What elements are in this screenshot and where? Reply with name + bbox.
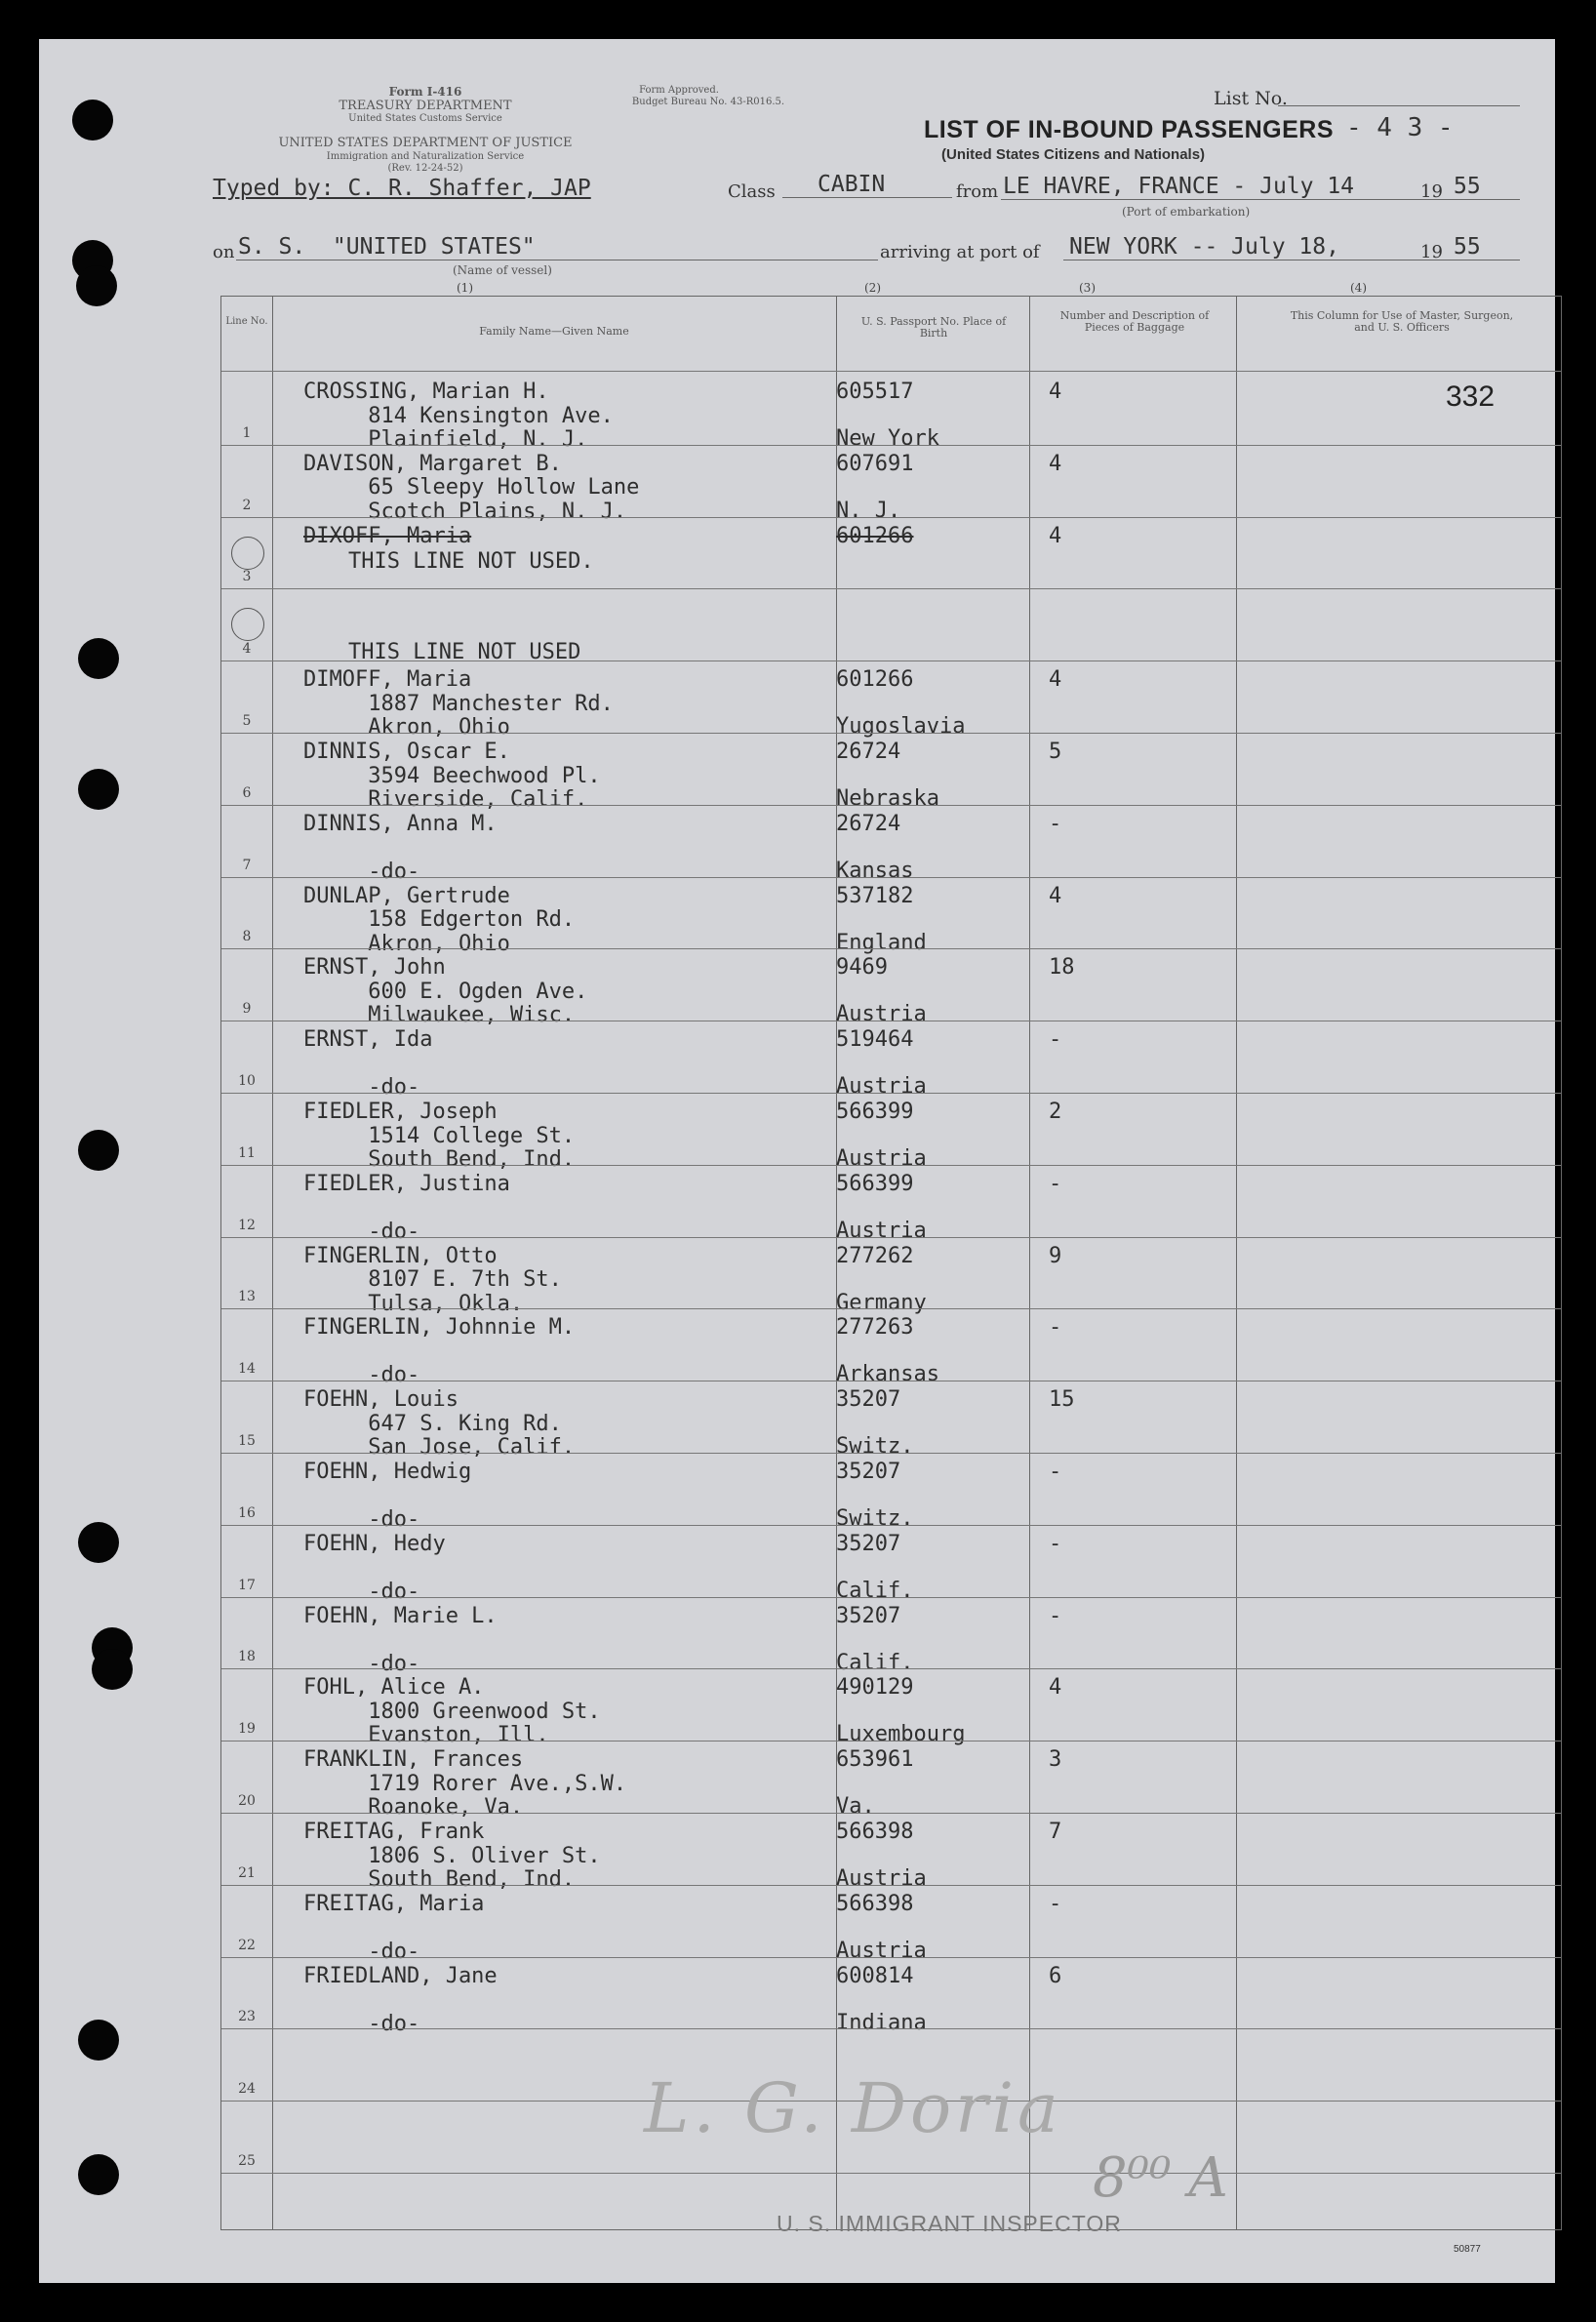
line-number: 7	[242, 857, 252, 873]
baggage-count: 4	[1049, 380, 1062, 404]
header-name: Family Name—Given Name	[479, 325, 629, 338]
from-year: 55	[1454, 174, 1481, 199]
table-row	[221, 948, 1561, 1028]
place-of-birth: Austria	[836, 1146, 927, 1171]
passport-number: 519464	[836, 1027, 914, 1053]
table-row	[221, 445, 1561, 524]
punch-hole	[78, 1522, 119, 1563]
col-number-4: (4)	[1350, 281, 1367, 295]
line-number: 21	[238, 1864, 256, 1881]
line-number: 16	[238, 1504, 256, 1521]
baggage-count: 9	[1049, 1243, 1062, 1268]
passport-number: 601266	[836, 523, 914, 548]
passenger-name: FREITAG, Frank 1806 S. Oliver St. South Bend, Ind.	[303, 1820, 601, 1892]
passenger-name: ERNST, Ida -do-	[303, 1027, 433, 1101]
passport-number: 35207	[836, 1460, 901, 1484]
baggage-count: 2	[1049, 1100, 1062, 1124]
passenger-name: FOEHN, Hedy -do-	[303, 1531, 446, 1604]
baggage-count: 15	[1049, 1387, 1075, 1413]
passport-number: 607691	[836, 451, 914, 476]
table-row	[221, 588, 1561, 665]
baggage-count: -	[1049, 1171, 1062, 1196]
passenger-name: FOEHN, Hedwig -do-	[303, 1460, 472, 1532]
vessel-label: (Name of vessel)	[453, 263, 552, 277]
passport-number: 601266	[836, 667, 914, 693]
punch-hole	[78, 769, 119, 810]
table-row	[221, 1237, 1561, 1316]
table-row	[221, 805, 1561, 884]
signature-time-note: 8⁰⁰ A	[1093, 2146, 1228, 2210]
line-circle-mark	[231, 608, 264, 641]
place-of-birth: Indiana	[836, 2010, 927, 2035]
passenger-name: FIEDLER, Justina -do-	[303, 1171, 510, 1244]
line-number: 17	[238, 1577, 256, 1593]
passenger-name: FIEDLER, Joseph 1514 College St. South Bend, Ind.	[303, 1100, 576, 1172]
line-number: 23	[238, 2009, 256, 2025]
line-number: 2	[242, 497, 252, 513]
passport-number: 537182	[836, 883, 914, 908]
table-row	[221, 1813, 1561, 1892]
inspector-label: U. S. IMMIGRANT INSPECTOR	[777, 2211, 1122, 2236]
passport-number: 35207	[836, 1603, 901, 1628]
document-number: 50877	[1454, 2244, 1481, 2255]
passport-number: 605517	[836, 380, 914, 404]
punch-hole	[76, 265, 117, 306]
table-row	[221, 1308, 1561, 1388]
place-of-birth: Austria	[836, 1074, 927, 1100]
baggage-count: 4	[1049, 523, 1062, 548]
place-of-birth: Switz.	[836, 1506, 914, 1531]
page-title: LIST OF IN-BOUND PASSENGERS	[924, 116, 1335, 143]
row-divider	[221, 2173, 1561, 2174]
baggage-count: -	[1049, 811, 1062, 836]
line-number: 25	[238, 2152, 256, 2169]
line-number: 8	[242, 929, 252, 945]
table-row	[221, 1453, 1561, 1532]
punch-hole	[92, 1649, 133, 1690]
immigration-service: Immigration and Naturalization Service	[326, 151, 525, 162]
passenger-name: DIXOFF, Maria	[303, 523, 472, 548]
baggage-count: 7	[1049, 1820, 1062, 1844]
passenger-name: FRIEDLAND, Jane -do-	[303, 1963, 498, 2036]
manifest-sheet	[39, 39, 1555, 2283]
baggage-count: 3	[1049, 1747, 1062, 1773]
form-revision: (Rev. 12-24-52)	[387, 163, 463, 174]
arrival-year: 55	[1454, 234, 1481, 260]
port-embarkation-label: (Port of embarkation)	[1122, 205, 1251, 219]
place-of-birth: Switz.	[836, 1434, 914, 1460]
passenger-name: DINNIS, Anna M. -do-	[303, 811, 498, 884]
baggage-count: -	[1049, 1460, 1062, 1484]
punch-hole	[78, 2154, 119, 2195]
passport-number: 566399	[836, 1171, 914, 1196]
line-number: 9	[242, 1001, 252, 1018]
table-row	[221, 1957, 1561, 2036]
line-number: 19	[238, 1721, 256, 1738]
header-baggage: Number and Description of Pieces of Baggage	[1059, 309, 1210, 334]
table-row	[221, 517, 1561, 589]
col-number-1: (1)	[457, 281, 473, 295]
table-row	[221, 1021, 1561, 1101]
passenger-name: FRANKLIN, Frances 1719 Rorer Ave.,S.W. Roanoke, Va.	[303, 1747, 627, 1821]
from-value: LE HAVRE, FRANCE - July 14	[1003, 174, 1355, 199]
list-no-label: List No.	[1214, 88, 1288, 109]
place-of-birth: Luxembourg	[836, 1722, 966, 1747]
table-row	[221, 1165, 1561, 1244]
line-number: 22	[238, 1937, 256, 1953]
place-of-birth: Yugoslavia	[836, 714, 966, 740]
passport-number: 277262	[836, 1243, 914, 1268]
punch-hole	[78, 638, 119, 679]
place-of-birth: England	[836, 930, 927, 955]
passport-number: 566398	[836, 1891, 914, 1916]
passport-number: 26724	[836, 811, 901, 836]
header-officers: This Column for Use of Master, Surgeon, and U. S. Officers	[1290, 309, 1514, 334]
baggage-count: 18	[1049, 955, 1075, 981]
passenger-name: FOHL, Alice A. 1800 Greenwood St. Evanston, Ill.	[303, 1675, 601, 1748]
baggage-count: -	[1049, 1603, 1062, 1628]
punch-hole	[78, 1130, 119, 1171]
baggage-count: 5	[1049, 740, 1062, 764]
place-of-birth: New York	[836, 426, 939, 451]
line-number: 13	[238, 1289, 256, 1305]
punch-hole	[72, 100, 113, 140]
form-number: Form I-416	[388, 85, 462, 99]
vessel-name: S. S. "UNITED STATES"	[238, 234, 536, 260]
col-number-3: (3)	[1079, 281, 1096, 295]
page-subtitle: (United States Citizens and Nationals)	[941, 146, 1206, 163]
budget-bureau: Budget Bureau No. 43-R016.5.	[631, 97, 785, 107]
passenger-name: DIMOFF, Maria 1887 Manchester Rd. Akron, Ohio	[303, 667, 614, 741]
treasury-department: TREASURY DEPARTMENT	[339, 99, 512, 113]
place-of-birth: Germany	[836, 1290, 927, 1315]
place-of-birth: Austria	[836, 1218, 927, 1243]
place-of-birth: N. J.	[836, 498, 901, 523]
typed-by: Typed by: C. R. Shaffer, JAP	[213, 176, 591, 201]
place-of-birth: Austria	[836, 1002, 927, 1027]
header-line-no: Line No.	[225, 316, 268, 327]
passenger-name: DAVISON, Margaret B. 65 Sleepy Hollow Lane Scotch Plains, N. J.	[303, 451, 640, 524]
line-number: 1	[242, 424, 252, 441]
officer-mark: 332	[1446, 380, 1496, 413]
passport-number: 9469	[836, 955, 888, 981]
passport-number: 26724	[836, 740, 901, 764]
baggage-count: -	[1049, 1531, 1062, 1556]
passenger-name: ERNST, John 600 E. Ogden Ave. Milwaukee, Wisc.	[303, 955, 588, 1028]
table-row	[221, 1381, 1561, 1461]
col-number-2: (2)	[864, 281, 881, 295]
table-row	[221, 1741, 1561, 1821]
table-row	[221, 1885, 1561, 1964]
passport-number: 566399	[836, 1100, 914, 1124]
table-row	[221, 1525, 1561, 1604]
table-row	[221, 661, 1561, 741]
place-of-birth: Arkansas	[836, 1362, 939, 1387]
passport-number: 35207	[836, 1387, 901, 1413]
table-row	[221, 877, 1561, 956]
place-of-birth: Va.	[836, 1794, 875, 1820]
from-year-prefix: 19	[1420, 181, 1443, 202]
place-of-birth: Calif.	[836, 1650, 914, 1675]
place-of-birth: Austria	[836, 1938, 927, 1963]
passenger-name: CROSSING, Marian H. 814 Kensington Ave. Plainfield, N. J.	[303, 380, 614, 452]
class-label: Class	[728, 181, 776, 202]
line-number: 15	[238, 1432, 256, 1449]
from-label: from	[956, 181, 999, 202]
baggage-count: -	[1049, 1315, 1062, 1341]
baggage-count: 4	[1049, 1675, 1062, 1701]
line-number: 18	[238, 1649, 256, 1665]
arriving-label: arriving at port of	[880, 242, 1040, 262]
place-of-birth: Kansas	[836, 858, 914, 883]
line-number: 5	[242, 712, 252, 729]
baggage-count: 6	[1049, 1963, 1062, 1988]
line-number: 4	[242, 641, 252, 658]
line-number: 3	[242, 569, 252, 585]
line-not-used-note: THIS LINE NOT USED.	[348, 548, 594, 574]
on-label: on	[213, 242, 235, 262]
baggage-count: -	[1049, 1027, 1062, 1053]
line-number: 10	[238, 1072, 256, 1089]
place-of-birth: Nebraska	[836, 786, 939, 811]
list-no-value: - 4 3 -	[1346, 113, 1454, 142]
passenger-name: FOEHN, Marie L. -do-	[303, 1603, 498, 1676]
passport-number: 277263	[836, 1315, 914, 1341]
table-row	[221, 733, 1561, 812]
place-of-birth: Austria	[836, 1866, 927, 1891]
department-of-justice: UNITED STATES DEPARTMENT OF JUSTICE	[278, 136, 573, 150]
table-row	[221, 1093, 1561, 1172]
baggage-count: 4	[1049, 667, 1062, 693]
header-passport: U. S. Passport No. Place of Birth	[860, 315, 1007, 340]
class-value: CABIN	[818, 172, 886, 197]
arrival-year-prefix: 19	[1420, 242, 1443, 262]
form-approved: Form Approved.	[639, 85, 719, 96]
passenger-name: FOEHN, Louis 647 S. King Rd. San Jose, Calif.	[303, 1387, 576, 1461]
line-number: 11	[238, 1144, 256, 1161]
passport-number: 35207	[836, 1531, 901, 1556]
table-row	[221, 1668, 1561, 1748]
arrival-port: NEW YORK -- July 18,	[1069, 234, 1339, 260]
passenger-table	[220, 296, 1562, 2230]
baggage-count: -	[1049, 1891, 1062, 1916]
passenger-name: DUNLAP, Gertrude 158 Edgerton Rd. Akron, Ohio	[303, 883, 576, 956]
baggage-count: 4	[1049, 883, 1062, 908]
passenger-name: FREITAG, Maria -do-	[303, 1891, 485, 1964]
line-circle-mark	[231, 537, 264, 570]
passport-number: 600814	[836, 1963, 914, 1988]
table-row	[221, 1597, 1561, 1676]
passport-number: 490129	[836, 1675, 914, 1701]
table-row	[221, 373, 1561, 452]
passenger-name: DINNIS, Oscar E. 3594 Beechwood Pl. Riverside, Calif.	[303, 740, 601, 812]
line-number: 12	[238, 1217, 256, 1233]
line-number: 20	[238, 1792, 256, 1809]
customs-service: United States Customs Service	[348, 113, 502, 124]
passenger-name: FINGERLIN, Johnnie M. -do-	[303, 1315, 576, 1388]
line-number: 6	[242, 784, 252, 801]
inspector-signature: L. G. Doria	[644, 2068, 1062, 2148]
passenger-name: FINGERLIN, Otto 8107 E. 7th St. Tulsa, Okla.	[303, 1243, 562, 1316]
passport-number: 566398	[836, 1820, 914, 1844]
line-number: 14	[238, 1361, 256, 1378]
baggage-count: 4	[1049, 451, 1062, 476]
line-not-used-note: THIS LINE NOT USED	[348, 640, 581, 665]
place-of-birth: Calif.	[836, 1578, 914, 1603]
punch-hole	[78, 2020, 119, 2061]
line-number: 24	[238, 2081, 256, 2098]
passport-number: 653961	[836, 1747, 914, 1773]
